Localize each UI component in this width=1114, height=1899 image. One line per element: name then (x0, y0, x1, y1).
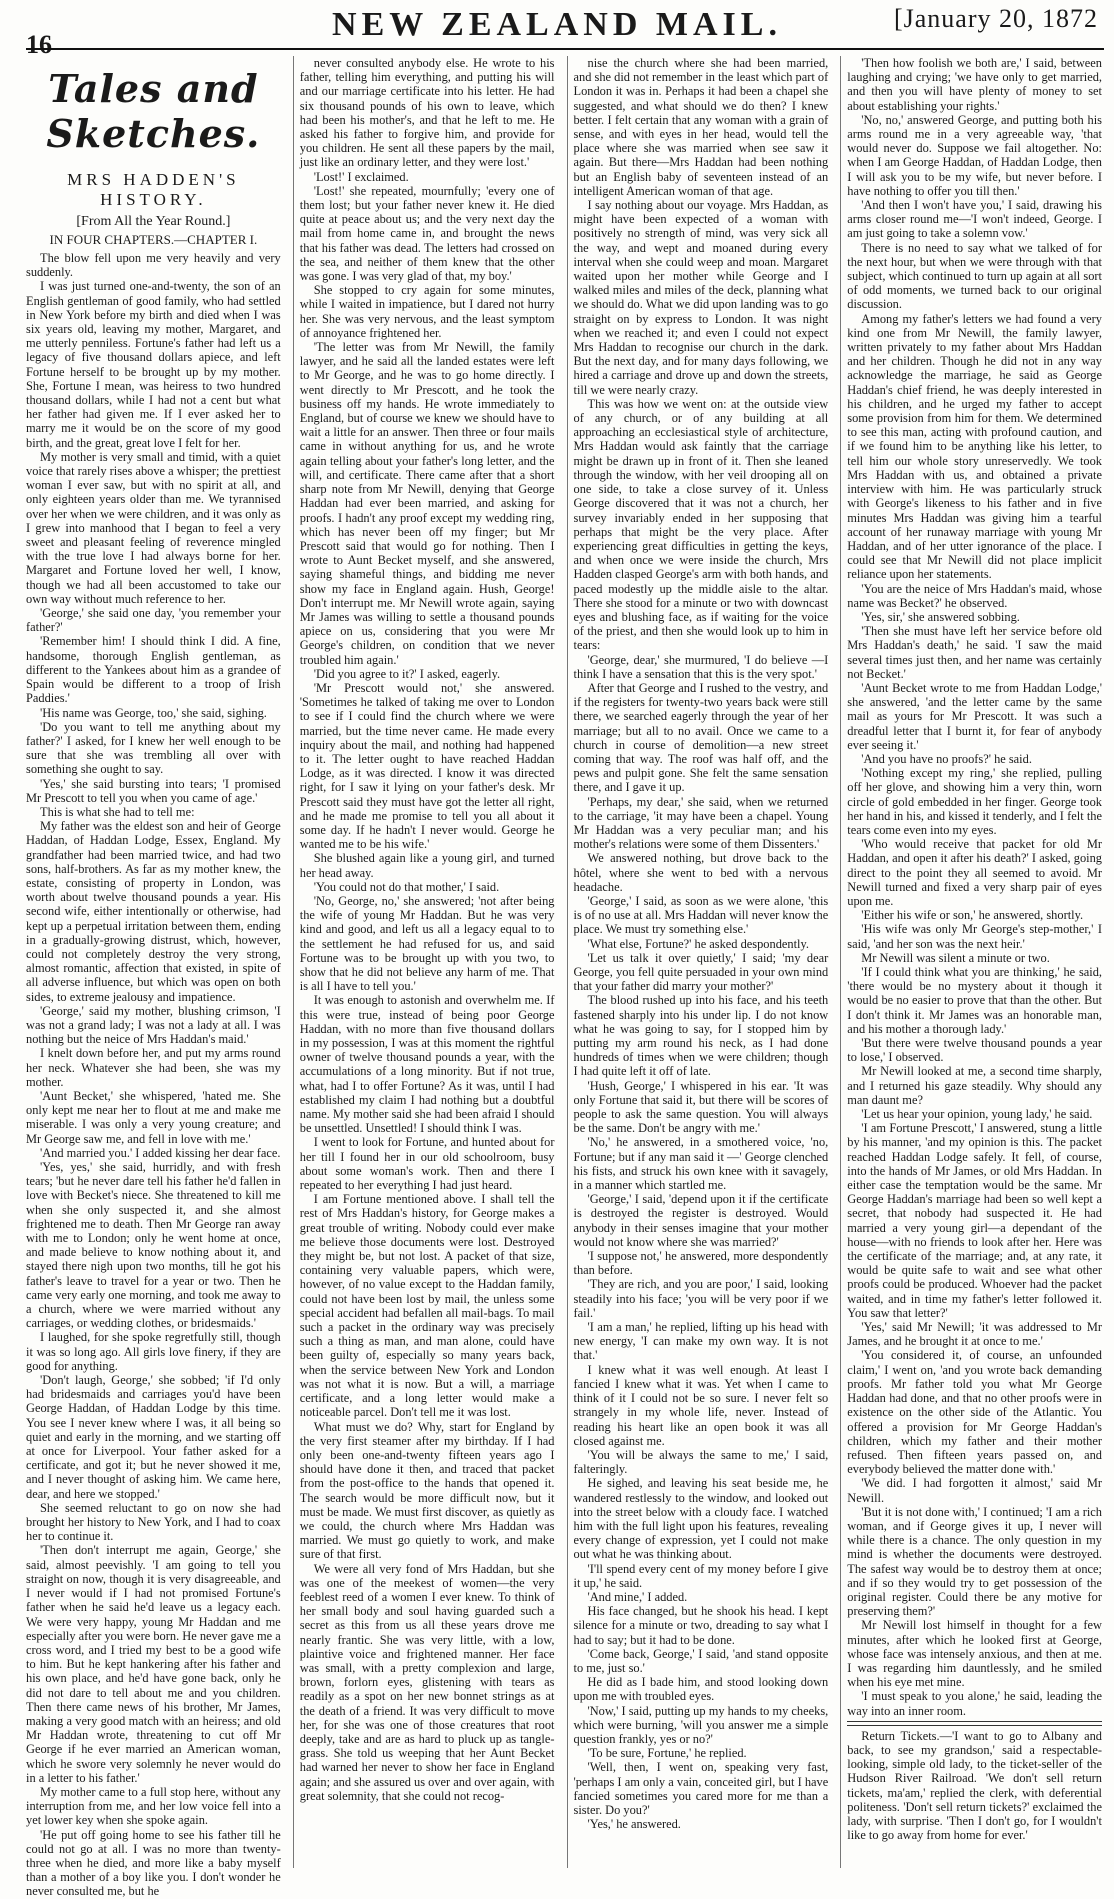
paragraph: 'Yes,' she said bursting into tears; 'I promised Mr Prescott to tell you when you came of age.' (26, 776, 281, 805)
paragraph: 'You could not do that mother,' I said. (313, 879, 500, 894)
paragraph: I knew what it was well enough. At least I fancied I knew what it was. Yet when I came to think of it I could not be so sure. I never felt so strangely in my whole life, never. Instead of reading his heart like an open book it was all closed against me. (573, 1362, 829, 1448)
paragraph: This was how we went on: at the outside view of any church, or of any building at all approaching an ecclesiastical style of architecture, Mrs Haddan would ask faintly that the carriage might be drawn up in front of it. Then she leaned through the window, with her veil drooping all on one side, to take a close survey of it. Unless George discovered that it was not a church, her survey invariably ended in her supposing that perhaps that might be the very place. After experiencing great difficulties in getting the keys, and when once we were inside the church, Mrs Hadden clasped George's arm with both hands, and paced modestly up the middle aisle to the altar. There she stood for a minute or two with downcast eyes and blushing face, as if waiting for the voice of the priest, and then she would look up to him in tears: (573, 396, 829, 653)
paragraph: 'Then how foolish we both are,' I said, between laughing and crying; 'we have only to get married, and then you will have plenty of money to set about establishing your rights.' (847, 56, 1102, 113)
paragraph: 'To be sure, Fortune,' he replied. (587, 1746, 747, 1761)
paragraph: Mr Newill lost himself in thought for a few minutes, after which he looked first at George, whose face was intensely anxious, and then at me. I was regarding him dauntlessly, and he smiled when his eye met mine. (847, 1618, 1102, 1690)
paragraph: 'I am Fortune Prescott,' I answered, stung a little by his manner, 'and my opinion is this. The packet reached Haddan Lodge safely. It fell, of course, into the hands of Mr James, or old Mrs Haddan. In either case the temptation would be the same. Mr George Haddan's marriage had been so well kept a secret, that nobody had suspected it. He had married a very young girl—a dependant of the house—with no friends to look after her. Here was the certificate of the marriage; and, at any rate, it would be quite safe to wait and see what other proofs could be produced. Whoever had the packet waited, and in time my father's letter followed it. You saw that letter?' (847, 1121, 1102, 1320)
column-4-body (847, 56, 1102, 1718)
paragraph: 'I suppose not,' he answered, more despondently than before. (573, 1249, 829, 1278)
paragraph: His face changed, but he shook his head. I kept silence for a minute or two, dreading to say what I had to say; but it had to be done. (573, 1604, 829, 1647)
paragraph: He sighed, and leaving his seat beside me, he wandered restlessly to the window, and looked out into the street below with a cloudy face. I watched him with the full light upon his features, revealing every change of expression, yet I could not make out what he was thinking about. (573, 1476, 829, 1562)
paragraph: 'Nothing except my ring,' she replied, pulling off her glove, and showing him a very thin, worn circle of gold embedded in her finger. George took her hand in his, and kissed it tenderly, and I felt the tears come even into my eyes. (847, 766, 1102, 837)
column-2 (293, 56, 561, 1868)
paragraph: 'His wife was only Mr George's step-mother,' I said, 'and her son was the next heir.' (847, 922, 1102, 951)
paragraph: 'Either his wife or son,' he answered, shortly. (861, 908, 1084, 923)
paragraph: 'No,' he answered, in a smothered voice, 'no, Fortune; but if any man said it —' George clenched his fists, and struck his own knee with it savagely, in a manner which startled me. (573, 1135, 829, 1193)
column-3-body (574, 56, 829, 1831)
paragraph: 'Yes, sir,' she answered sobbing. (861, 609, 1020, 624)
story-title: MRS HADDEN'S HISTORY. (67, 170, 240, 209)
paragraph: 'Then don't interrupt me again, George,' she said, almost peevishly. 'I am going to tell you straight on now, though it is very disagreeable, and I never would if I had not promised Fortune's father when he said he'd leave us a legacy each. We were very happy, young Mr Haddan and me especially after you were born. He never gave me a cross word, and I tried my best to be a good wife to him. But he kept hankering after his father and his own place, and he'd have gone back, only he did not dare to tell about me and you children. Then there came news of his brother, Mr James, making a very good match with an heiress; and old Mr Haddan wrote, threatening to cut off Mr George if he ever married an American woman, which he swore very solemnly he never would do in a letter to his father.' (26, 1543, 281, 1785)
story-source: [From All the Year Round.] (76, 214, 231, 229)
paragraph: 'You will be always the same to me,' I said, falteringly. (573, 1447, 829, 1477)
paragraph: 'But there were twelve thousand pounds a year to lose,' I observed. (847, 1036, 1102, 1065)
paragraph: I am Fortune mentioned above. I shall tell the rest of Mrs Haddan's history, for George makes a great trouble of writing. Nobody could ever make me believe those documents were lost. Destroyed they might be, but not lost. A packet of that size, containing very valuable papers, which were, however, of no value except to the Haddan family, could not have been lost by mail, the unless some special accident had befallen all mail-bags. To mail such a packet in the ordinary way was precisely such a thing as man, and man alone, could have been guilty of, especially so many years back, when the service between New York and London was not what it is now. But a will, a marriage certificate, and a long letter would make a noticeable parcel. Don't tell me it was lost. (299, 1192, 555, 1420)
paragraph: 'Yes,' he answered. (587, 1817, 681, 1832)
paragraph: 'Perhaps, my dear,' she said, when we returned to the carriage, 'it may have been a chapel. Young Mr Haddan was a very peculiar man; and his mother's relations were some of them Dissenters.' (573, 794, 829, 852)
paragraph: 'But it is not done with,' I continued; 'I am a rich woman, and if George gives it up, I never will while there is a chance. The only question in my mind is whether the documents were destroyed. The safest way would be to destroy them at once; and if so they would try to get possession of the original register. Could there be any motive for preserving them?' (847, 1504, 1102, 1619)
paragraph: 'What else, Fortune?' he asked despondently. (587, 936, 809, 951)
paragraph: 'Well, then, I went on, speaking very fast, 'perhaps I am only a vain, conceited girl, but I have fancied sometimes you cared more for me than a sister. Do you?' (573, 1760, 829, 1817)
paragraph: 'Lost!' I exclaimed. (313, 169, 409, 184)
paragraph: There is no need to say what we talked of for the next hour, but when we were through with that subject, which continued to turn up again at all sort of odd moments, we turned back to our original discussion. (847, 240, 1102, 312)
section-title: Tales and Sketches. (46, 66, 261, 156)
paragraph: Mr Newill was silent a minute or two. (861, 950, 1050, 965)
paragraph: We were all very fond of Mrs Haddan, but she was one of the meekest of women—the very feeblest reed of a women I ever knew. To think of her small body and soul having guarded such a secret as this from us all these years drove me nearly frantic. She was very little, with a low, plaintive voice and frightened manner. Her face was small, with a pretty complexion and large, brown, forlorn eyes, glistening with tears as readily as a spot on her new bonnet strings as at the death of a friend. It was very difficult to move her, for she was one of those creatures that root deeply, take and are as hard to pluck up as tangle-grass. She told us weeping that her Aunt Becket had warned her never to show her face in England again; and she assured us over and over again, with great solemnity, that she could not recog- (299, 1561, 555, 1803)
paragraph: 'Then she must have left her service before old Mrs Haddan's death,' he said. 'I saw the maid several times just then, and her name was certainly not Becket.' (847, 624, 1102, 681)
column-1-body (26, 251, 281, 1899)
paragraph: The blood rushed up into his face, and his teeth fastened sharply into his under lip. I do not know what he was going to say, for I stopped him by putting my arm round his neck, as I had done hundreds of times when we were children; though I had quite left it off of late. (573, 993, 829, 1079)
paragraph: nise the church where she had been married, and she did not remember in the least which part of London it was in. Perhaps it had been a chapel she suggested, and what should we do then? I knew better. I felt certain that any woman with a grain of sense, and with eyes in her head, would tell the place where she was married when see saw it again. But there—Mrs Haddan had been nothing but an English baby of seventeen instead of an intelligent American woman of that age. (573, 56, 829, 198)
column-1 (26, 56, 287, 1899)
paragraph: 'And you have no proofs?' he said. (861, 751, 1032, 766)
page-header (0, 0, 1114, 59)
paragraph: 'Do you want to tell me anything about my father?' I asked, for I knew her well enough to be sure that she was trembling all over with something she ought to say. (26, 719, 281, 777)
paragraph: 'Let us hear your opinion, young lady,' he said. (861, 1107, 1093, 1122)
paragraph: My mother is very small and timid, with a quiet voice that rarely rises above a whisper; the prettiest woman I ever saw, but with no spirit at all, and only eighteen years older than me. We tyrannised over her when we were children, and it was only as I grew into manhood that I began to feel a very sweet and pleasant feeling of reverence mingled with the true love I had always borne for her. Margaret and Fortune loved her well, I know, though we had all been accustomed to take our own way without much reference to her. (26, 449, 281, 606)
paragraph: 'No, no,' answered George, and putting both his arms round me in a very agreeable way, 'that would never do. Suppose we fail altogether. No: when I am George Haddan, of Haddan Lodge, then I will ask you to be my wife, but never before. I have nothing to offer you till then.' (847, 112, 1102, 198)
paragraph: He did as I bade him, and stood looking down upon me with troubled eyes. (573, 1675, 829, 1704)
paragraph: I knelt down before her, and put my arms round her neck. Whatever she had been, she was my mother. (26, 1046, 281, 1089)
paragraph: 'George,' she said one day, 'you remember your father?' (26, 606, 281, 635)
story-chapter: IN FOUR CHAPTERS.—CHAPTER I. (49, 232, 258, 247)
paragraph: 'No, George, no,' she answered; 'not after being the wife of young Mr Haddan. But he was very kind and good, and left us all a legacy equal to to the settlement he had refused for us, and said Fortune was to be brought up with you two, to show that he did not believe any harm of me. That is all I have to tell you.' (299, 893, 555, 994)
paragraph: 'George, dear,' she murmured, 'I do believe —I think I have a sensation that this is the very spot.' (573, 652, 829, 681)
paragraph: 'Don't laugh, George,' she sobbed; 'if I'd only had bridesmaids and carriages you'd have been George Haddan, of Haddan Lodge by this time. You see I never knew where I was, it all being so quiet and early in the morning, and we starting off at once for Liverpool. Your father asked for a certificate, and got it; but he never showed it me, and I never thought of asking him. We came here, dear, and here we stopped.' (26, 1373, 281, 1501)
paragraph: 'George,' I said, 'depend upon it if the certificate is destroyed the register is destroyed. Would anybody in their senses imagine that your mother would not know where she was married?' (573, 1192, 829, 1249)
paragraph: 'Come back, George,' I said, 'and stand opposite to me, just so.' (573, 1646, 829, 1675)
paragraph: 'If I could think what you are thinking,' he said, 'there would be no mystery about it though it would be no easier to prove that than the other. But I don't think it. Mr James was an honorable man, and his mother a thorough lady.' (847, 965, 1102, 1036)
paragraph: 'Aunt Becket,' she whispered, 'hated me. She only kept me near her to flout at me and make me miserable. I was only a very young creature; and Mr George saw me, and fell in love with me.' (26, 1088, 281, 1146)
paragraph: My mother came to a full stop here, without any interruption from me, and her low voice fell into a yet lower key when she spoke again. (26, 1784, 281, 1828)
paragraph: I went to look for Fortune, and hunted about for her till I found her in our old schoolroom, busy about some woman's work. Then and there I repeated to her everything I had just heard. (299, 1135, 555, 1193)
page-number: 16 (26, 30, 52, 59)
paragraph: 'I am a man,' he replied, lifting up his head with new energy, 'I can make my own way. It is not that.' (573, 1320, 829, 1363)
anecdote-rule-bottom (847, 1725, 1102, 1726)
paragraph: This is what she had to tell me: (40, 804, 195, 819)
paragraph: It was enough to astonish and overwhelm me. If this were true, instead of being poor George Haddan, with no more than five thousand dollars in my possession, I was at this moment the rightful owner of twelve thousand pounds a year, with the accumulations of a long minority. But if not true, what, had I to offer Fortune? As it was, until I had established my claim I had nothing but a doubtful name. My mother said she had been afraid I should be unsettled. Unsettled! I should think I was. (299, 993, 555, 1136)
article-columns (26, 56, 1108, 1899)
paragraph: I was just turned one-and-twenty, the son of an English gentleman of good family, who had settled in New York before my birth and died when I was six years old, leaving my mother, Margaret, and me utterly penniless. Fortune's father had left us a legacy of five thousand dollars apiece, and left Fortune herself to be brought up by my mother. She, Fortune I mean, was heiress to two hundred thousand dollars, while I had not a cent but what her father had given me. If I ever asked her to marry me it would be on the score of my good birth, and the great, great love I felt for her. (26, 279, 281, 450)
paragraph: I laughed, for she spoke regretfully still, though it was so long ago. All girls love finery, if they are good for anything. (26, 1330, 281, 1373)
newspaper-masthead: NEW ZEALAND MAIL. (332, 6, 782, 43)
paragraph: 'I'll spend every cent of my money before I give it up,' he said. (573, 1561, 829, 1590)
paragraph: 'Who would receive that packet for old Mr Haddan, and open it after his death?' I asked, going direct to the point they all seemed to avoid. Mr Newill turned and fixed a very sharp pair of eyes upon me. (847, 837, 1102, 908)
paragraph: 'And married you.' I added kissing her dear face. (40, 1145, 281, 1160)
paragraph: She seemed reluctant to go on now she had brought her history to New York, and I had to coax her to continue it. (26, 1500, 281, 1544)
paragraph: She blushed again like a young girl, and turned her head away. (299, 851, 555, 880)
paragraph: 'And mine,' I added. (587, 1589, 688, 1604)
paragraph: Among my father's letters we had found a very kind one from Mr Newill, the family lawyer, written privately to my father about Mrs Haddan and her children. Though he did not in any way acknowledge the marriage, he said as George Haddan's chief friend, he was deeply interested in his children, and he urged my father to accept some provision from him for them. We determined to see this man, acting with profound caution, and if we found him to be anything like his letter, to tell him our whole story unreservedly. We took Mrs Haddan with us, and obtained a private interview with him. He was particularly struck with George's likeness to his father and in five minutes Mrs Haddan was giving him a tearful account of her runaway marriage with young Mr Haddan, and of her utter ignorance of the place. I could see that Mr Newill did not place implicit reliance upon her statements. (847, 311, 1102, 582)
paragraph: 'We did. I had forgotten it almost,' said Mr Newill. (847, 1476, 1102, 1505)
paragraph: Mr Newill looked at me, a second time sharply, and I returned his gaze steadily. Why should any man daunt me? (847, 1064, 1102, 1107)
paragraph: The blow fell upon me very heavily and very suddenly. (26, 251, 281, 280)
paragraph: 'I must speak to you alone,' he said, leading the way into an inner room. (847, 1689, 1102, 1718)
paragraph: 'His name was George, too,' she said, sighing. (40, 705, 267, 720)
paragraph: 'Yes, yes,' she said, hurridly, and with fresh tears; 'but he never dare tell his father he'd fallen in love with Becket's niece. She threatened to kill me when she only suspected it, and she almost frightened me to death. Then Mr George ran away with me to London; only he went home at once, and made believe to know nothing about it, and stayed there nigh upon two months, till he got his father's leave to travel for a year or two. Then he came very early one morning, and took me away to a church, where we were married without any carriages, or wedding clothes, or bridesmaids.' (26, 1160, 281, 1331)
paragraph: 'They are rich, and you are poor,' I said, looking steadily into his face; 'you will be very poor if we fail.' (573, 1277, 829, 1320)
paragraph: 'He put off going home to see his father till he could not go at all. I was no more than twenty-three when he died, and more like a baby myself than a mother of a boy like you. I don't wonder he never consulted me, but he (26, 1827, 281, 1899)
paragraph: 'Let us talk it over quietly,' I said; 'my dear George, you fell quite persuaded in your own mind that your father did marry your mother?' (573, 950, 829, 994)
paragraph: 'George,' I said, as soon as we were alone, 'this is of no use at all. Mrs Haddan will never know the place. We must try something else.' (573, 893, 829, 937)
paragraph: 'Now,' I said, putting up my hands to my cheeks, which were burning, 'will you answer me a simple question frankly, yes or no?' (573, 1703, 829, 1746)
paragraph: What must we do? Why, start for England by the very first steamer after my birthday. If I had only been one-and-twenty fifteen years ago I should have done it then, and traced that packet from the post-office to the hands that opened it. The search would be more difficult now, but it must be made. We must first discover, as quietly as we could, the church where Mrs Haddan was married. We must go quietly to work, and make sure of that first. (299, 1419, 555, 1562)
paragraph: 'Yes,' said Mr Newill; 'it was addressed to Mr James, and he brought it at once to me.' (847, 1320, 1102, 1349)
paragraph: We answered nothing, but drove back to the hôtel, where she went to bed with a nervous headache. (573, 851, 829, 894)
header-rule (26, 48, 1104, 50)
column-2-body (300, 56, 555, 1803)
paragraph: 'You are the neice of Mrs Haddan's maid, whose name was Becket?' he observed. (847, 581, 1102, 610)
paragraph: 'Mr Prescott would not,' she answered. 'Sometimes he talked of taking me over to London to see if I could find the church where we were married, but the time never came. He made every inquiry about the mail, and nothing had happened to it. The letter ought to have reached Haddan Lodge, as it was directed. I know it was directed right, for I saw it lying on your father's desk. Mr Prescott said they must have got the letter all right, and he made me promise to tell you all about it some day. If he hadn't I never would. George he wanted me to be his wife.' (299, 680, 555, 852)
paragraph: My father was the eldest son and heir of George Haddan, of Haddan Lodge, Essex, England. My grandfather had been married twice, and had two sons, half-brothers. As far as my mother knew, the estate, consisting of property in London, was worth about twelve thousand pounds a year. His second wife, either intentionally or otherwise, had kept up a perpetual irritation between them, ending in a gradually-growing distrust, which, however, could not completely destroy the very strong, almost romantic, affection that existed, in spite of all adverse influence, but which was open on both sides, to extreme jealousy and impatience. (26, 819, 281, 1004)
paragraph: 'Hush, George,' I whispered in his ear. 'It was only Fortune that said it, but there will be scores of people to ask the same question. You will always be the same. Don't be angry with me.' (573, 1078, 829, 1136)
paragraph: 'Did you agree to it?' I asked, eagerly. (313, 666, 501, 681)
paragraph: After that George and I rushed to the vestry, and if the registers for twenty-two years back were still there, we searched eagerly through the year of her marriage; but all to no avail. Once we came to a church in course of demolition—a new street coming that way. The roof was half off, and the pews and pulpit gone. She felt the same sensation there, and I gave it up. (573, 680, 829, 795)
paragraph: She stopped to cry again for some minutes, while I waited in impatience, but I dared not hurry her. She was very nervous, and the least symptom of annoyance frightened her. (299, 283, 555, 340)
column-3 (567, 56, 835, 1868)
issue-date: [January 20, 1872 (893, 4, 1098, 33)
anecdote-rule-top (847, 1721, 1102, 1722)
paragraph: 'George,' said my mother, blushing crimson, 'I was not a grand lady; I was not a lady at all. I was nothing but the neice of Mrs Haddan's maid.' (26, 1003, 281, 1047)
paragraph: 'And then I won't have you,' I said, drawing his arms closer round me—'I won't indeed, George. I am just going to take a solemn vow.' (847, 198, 1102, 241)
paragraph: 'Aunt Becket wrote to me from Haddan Lodge,' she answered, 'and the letter came by the same mail as yours for Mr Prescott. It was such a dreadful letter that I burnt it, for fear of anybody ever seeing it.' (847, 680, 1102, 752)
paragraph: 'Remember him! I should think I did. A fine, handsome, thorough English gentleman, as different to the Yankees about him as a grandee of Spain would be different to a troop of Irish Paddies.' (26, 634, 281, 706)
paragraph: 'The letter was from Mr Newill, the family lawyer, and he said all the landed estates were left to Mr George, and he was to go home directly. I went directly to Mr Prescott, and he took the business off my hands. He wrote immediately to England, but of course we knew we should have to wait a little for an answer. Then three or four mails came in without anything for us, and he wrote again telling about your father's long letter, and the will, and certificate. There came after that a short sharp note from Mr Newill, denying that George Haddan had ever been married, and asking for proofs. I hadn't any proof except my wedding ring, which has never been off my finger; but Mr Prescott said that would go for nothing. Then I wrote to Aunt Becket myself, and she answered, saying shameful things, and bidding me never show my face in England again. Hush, George! Don't interrupt me. Mr Newill wrote again, saying Mr James was willing to settle a thousand pounds apiece on us, considering that you were Mr George's children, on condition that we never troubled him again.' (299, 340, 555, 667)
paragraph: 'You considered it, of course, an unfounded claim,' I went on, 'and you wrote back demanding proofs. Mr father told you what Mr George Haddan had done, and that no other proofs were in existence on the other side of the Atlantic. You offered a provision for Mr George Haddan's children, which my father and their mother refused. Then fifteen years passed on, and everybody believed the matter done with.' (847, 1348, 1102, 1477)
column-4 (840, 56, 1108, 1868)
paragraph: never consulted anybody else. He wrote to his father, telling him everything, and putting his will and our marriage certificate into his letter. He had six thousand pounds of his own to leave, which had been his mother's, and that he left to me. He asked his father to forgive him, and provide for you children. He sent all these papers by the mail, just like an ordinary letter, and they were lost.' (299, 56, 555, 170)
paragraph: 'Lost!' she repeated, mournfully; 'every one of them lost; but your father never knew it. He died quite at peace about us; and the very next day the mail from home came in, and brought the news that his father was dead. The letters had crossed on the sea, and neither of them knew that the other was gone. I was very glad of that, my boy.' (299, 183, 555, 284)
paragraph: I say nothing about our voyage. Mrs Haddan, as might have been expected of a woman with positively no strength of mind, was very sick all the way, and wept and moaned during every interval when she could weep and moan. Margaret waited upon her mother while George and I walked miles and miles of the deck, planning what we should do. What we did upon landing was to go straight on by express to London. It was night when we reached it; and even I could not expect Mrs Haddan to recognise our church in the dark. But the next day, and for many days following, we hired a carriage and drove up and down the streets, till we were nearly crazy. (573, 198, 829, 397)
anecdote-paragraph: Return Tickets.—'I want to go to Albany and back, to see my grandson,' said a respectable-looking, simple old lady, to the ticket-seller of the Hudson River Railroad. 'We don't sell return tickets, ma'am,' replied the clerk, with deferential politeness. 'Don't sell return tickets?' exclaimed the lady, with surprise. 'Then I don't go, for I wouldn't like to go away from home for ever.' (847, 1728, 1102, 1843)
